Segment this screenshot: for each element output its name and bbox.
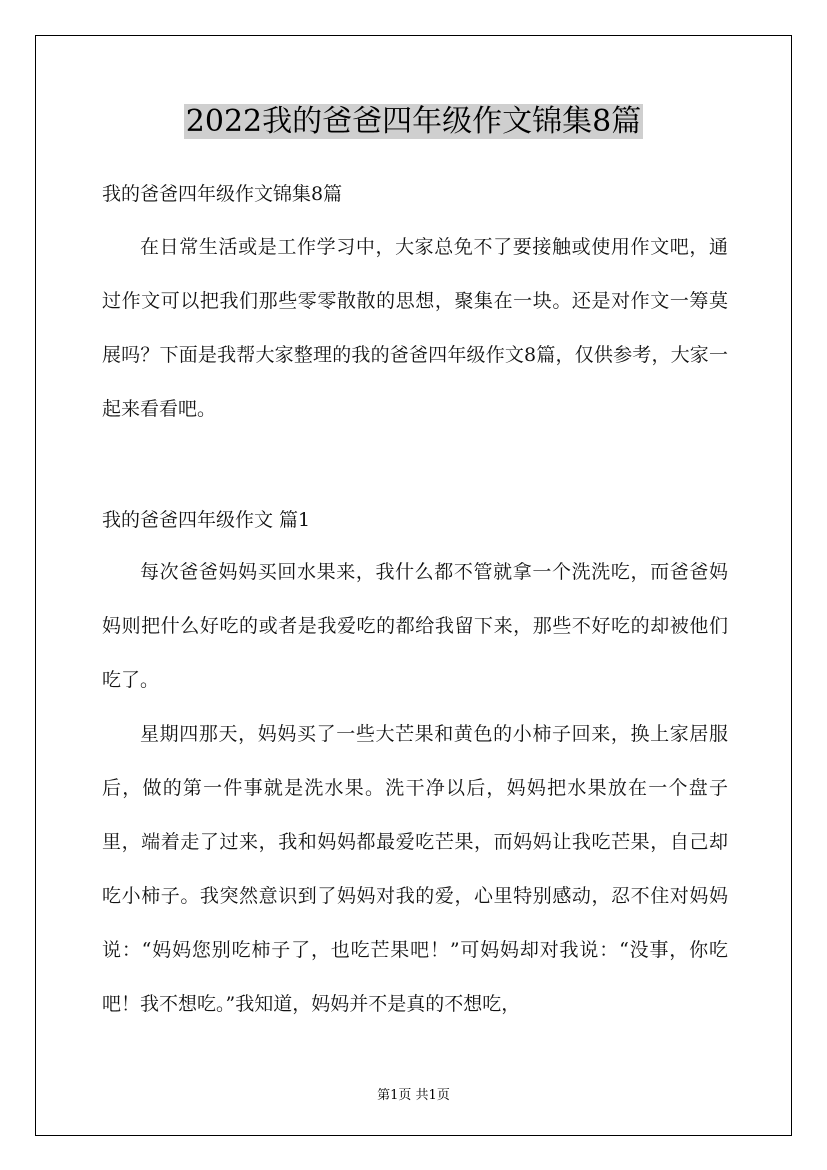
title-text: 2022我的爸爸四年级作文锦集8篇: [185, 104, 642, 139]
section-heading: 我的爸爸四年级作文 篇1: [102, 509, 311, 531]
page-footer: 第1页 共1页: [377, 1088, 450, 1103]
document-subtitle: 我的爸爸四年级作文锦集8篇: [102, 183, 343, 205]
intro-paragraph: 在日常生活或是工作学习中，大家总免不了要接触或使用作文吧，通过作文可以把我们那些零零散散的思想，聚集在一块。还是对作文一筹莫展吗？下面是我帮大家整理的我的爸爸四年级作文8篇，仅供参考，大家一起来看看吧。: [102, 236, 728, 420]
document-title: [0, 100, 827, 144]
body-paragraph-1: 每次爸爸妈妈买回水果来，我什么都不管就拿一个洗洗吃，而爸爸妈妈则把什么好吃的或者是我爱吃的都给我留下来，那些不好吃的却被他们吃了。: [102, 561, 728, 691]
body-paragraph-2: 星期四那天，妈妈买了一些大芒果和黄色的小柿子回来，换上家居服后，做的第一件事就是洗水果。洗干净以后，妈妈把水果放在一个盘子里，端着走了过来，我和妈妈都最爱吃芒果，而妈妈让我吃芒果，自己却吃小柿子。我突然意识到了妈妈对我的爱，心里特别感动，忍不住对妈妈说：“妈妈您别吃柿子了，也吃芒果吧！”可妈妈却对我说：“没事，你吃吧！我不想吃。”我知道，妈妈并不是真的不想吃，: [102, 723, 728, 1015]
